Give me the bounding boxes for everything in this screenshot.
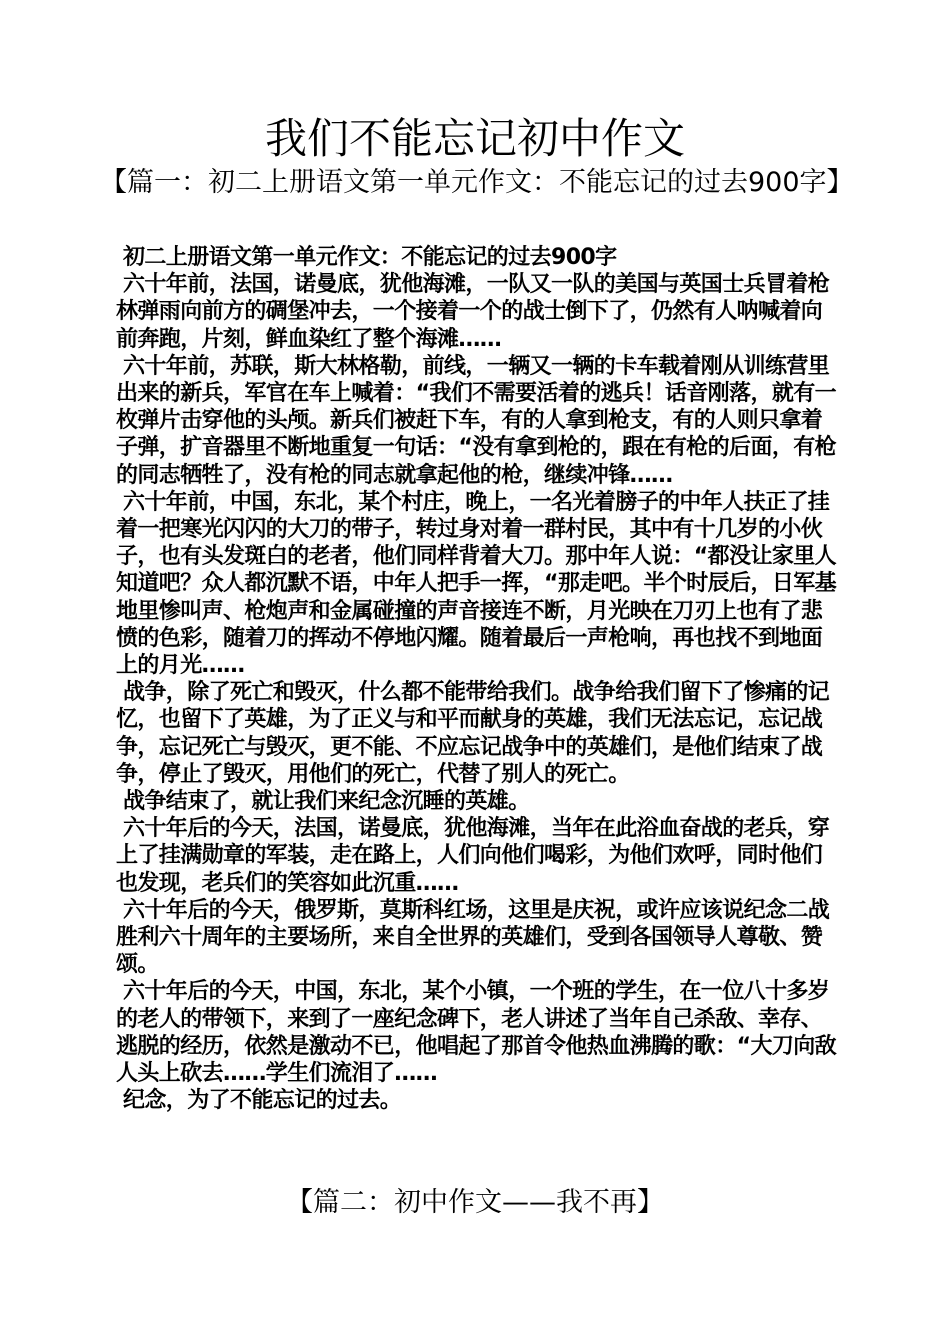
section-1-heading: 【篇一：初二上册语文第一单元作文：不能忘记的过去900字】 (100, 167, 854, 198)
essay-paragraph-1: 六十年前，法国，诺曼底，犹他海滩，一队又一队的美国与英国士兵冒着枪林弹雨向前方的碉堡冲去，一个接着一个的战士倒下了，仍然有人呐喊着向前奔跑，片刻，鲜血染红了整个海滩…… (116, 272, 830, 352)
essay-paragraph-7: 六十年后的今天，俄罗斯，莫斯科红场，这里是庆祝，或许应该说纪念二战胜利六十周年的主要场所，来自全世界的英雄们，受到各国领导人尊敬、赞颂。 (116, 897, 830, 978)
document-title: 我们不能忘记初中作文 (264, 114, 685, 163)
essay-body (116, 244, 838, 1115)
essay-paragraph-8: 六十年后的今天，中国，东北，某个小镇，一个班的学生，在一位八十多岁的老人的带领下，来到了一座纪念碑下，老人讲述了当年自己杀敌、幸存、逃脱的经历，依然是激动不已，他唱起了那首令他热血沸腾的歌：“大刀向敌人头上砍去……学生们流泪了…… (116, 979, 837, 1087)
essay-paragraph-2: 六十年前，苏联，斯大林格勒，前线，一辆又一辆的卡车载着刚从训练营里出来的新兵，军官在车上喊着：“我们不需要活着的逃兵！话音刚落，就有一枚弹片击穿他的头颅。新兵们被赶下车，有的人拿到枪支，有的人则只拿着子弹，扩音器里不断地重复一句话：“没有拿到枪的，跟在有枪的后面，有枪的同志牺牲了，没有枪的同志就拿起他的枪，继续冲锋…… (116, 353, 837, 488)
section-2-heading: 【篇二：初中作文——我不再】 (286, 1187, 664, 1218)
essay-paragraph-3: 六十年前，中国，东北，某个村庄，晚上，一名光着膀子的中年人扶正了挂着一把寒光闪闪的大刀的带子，转过身对着一群村民，其中有十几岁的小伙子，也有头发斑白的老者，他们同样背着大刀。那中年人说：“都没让家里人知道吧？众人都沉默不语，中年人把手一挥，“那走吧。半个时辰后，日军基地里惨叫声、枪炮声和金属碰撞的声音接连不断，月光映在刀刃上也有了悲愤的色彩，随着刀的挥动不停地闪耀。随着最后一声枪响，再也找不到地面上的月光…… (116, 489, 837, 679)
essay-paragraph-9: 纪念，为了不能忘记的过去。 (123, 1088, 402, 1114)
essay-paragraph-4: 战争，除了死亡和毁灭，什么都不能带给我们。战争给我们留下了惨痛的记忆，也留下了英雄，为了正义与和平而献身的英雄，我们无法忘记，忘记战争，忘记死亡与毁灭，更不能、不应忘记战争中的英雄们，是他们结束了战争，停止了毁灭，用他们的死亡，代替了别人的死亡。 (116, 680, 830, 787)
essay-paragraph-6: 六十年后的今天，法国，诺曼底，犹他海滩，当年在此浴血奋战的老兵，穿上了挂满勋章的军装，走在路上，人们向他们喝彩，为他们欢呼，同时他们也发现，老兵们的笑容如此沉重…… (116, 816, 830, 896)
essay-paragraph-5: 战争结束了，就让我们来纪念沉睡的英雄。 (123, 789, 530, 815)
essay-title: 初二上册语文第一单元作文：不能忘记的过去900字 (123, 245, 617, 270)
